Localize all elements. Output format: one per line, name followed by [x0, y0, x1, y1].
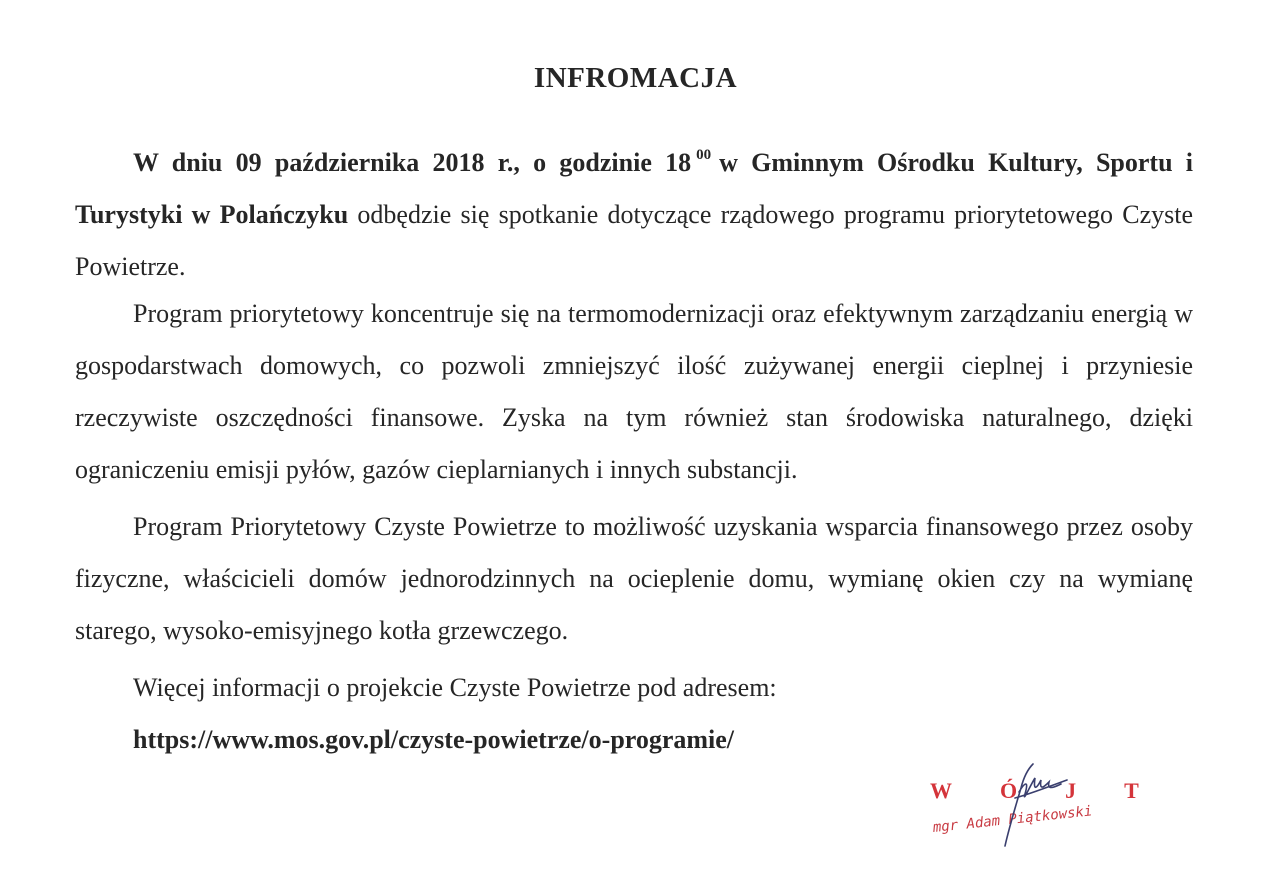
- meeting-hour-minutes: 00: [696, 147, 712, 163]
- paragraph-more-info: Więcej informacji o projekcie Czyste Powietrze pod adresem:: [133, 673, 777, 702]
- handwritten-signature: [975, 758, 1075, 848]
- stamp-name: mgr Adam Piątkowski: [932, 803, 1094, 836]
- paragraph-meeting-announcement: [75, 129, 1193, 293]
- paragraph-program-support: Program Priorytetowy Czyste Powietrze to możliwość uzyskania wsparcia finansowego przez osoby fizyczne, właścicieli domów jednorodzinnych na ocieplenie domu, wymianę okien czy na wymianę starego, wysoko-emisyjnego kotła grzewczego.: [75, 512, 1193, 645]
- paragraph-program-description: Program priorytetowy koncentruje się na termomodernizacji oraz efektywnym zarządzaniu energią w gospodarstwach domowych, co pozwoli zmniejszyć ilość zużywanej energii cieplnej i przyniesie rzeczywiste oszczędności finansowe. Zyska na tym również stan środowiska naturalnego, dzięki ograniczeniu emisji pyłów, gazów cieplarnianych i innych substancji.: [75, 299, 1193, 484]
- document-title: INFROMACJA: [533, 62, 738, 94]
- stamp-title: WÓJT: [930, 778, 1187, 803]
- meeting-location: w Gminnym Ośrodku Kultury, Sportu i Turystyki w Polańczyku: [75, 148, 1193, 229]
- official-stamp: [915, 758, 1187, 858]
- program-url-link[interactable]: https://www.mos.gov.pl/czyste-powietrze/o-programie/: [133, 725, 735, 754]
- meeting-date-time: W dniu 09 października 2018 r., o godzinie 18: [133, 148, 692, 177]
- meeting-subject: odbędzie się spotkanie dotyczące rządowego programu priorytetowego Czyste Powietrze.: [75, 200, 1193, 281]
